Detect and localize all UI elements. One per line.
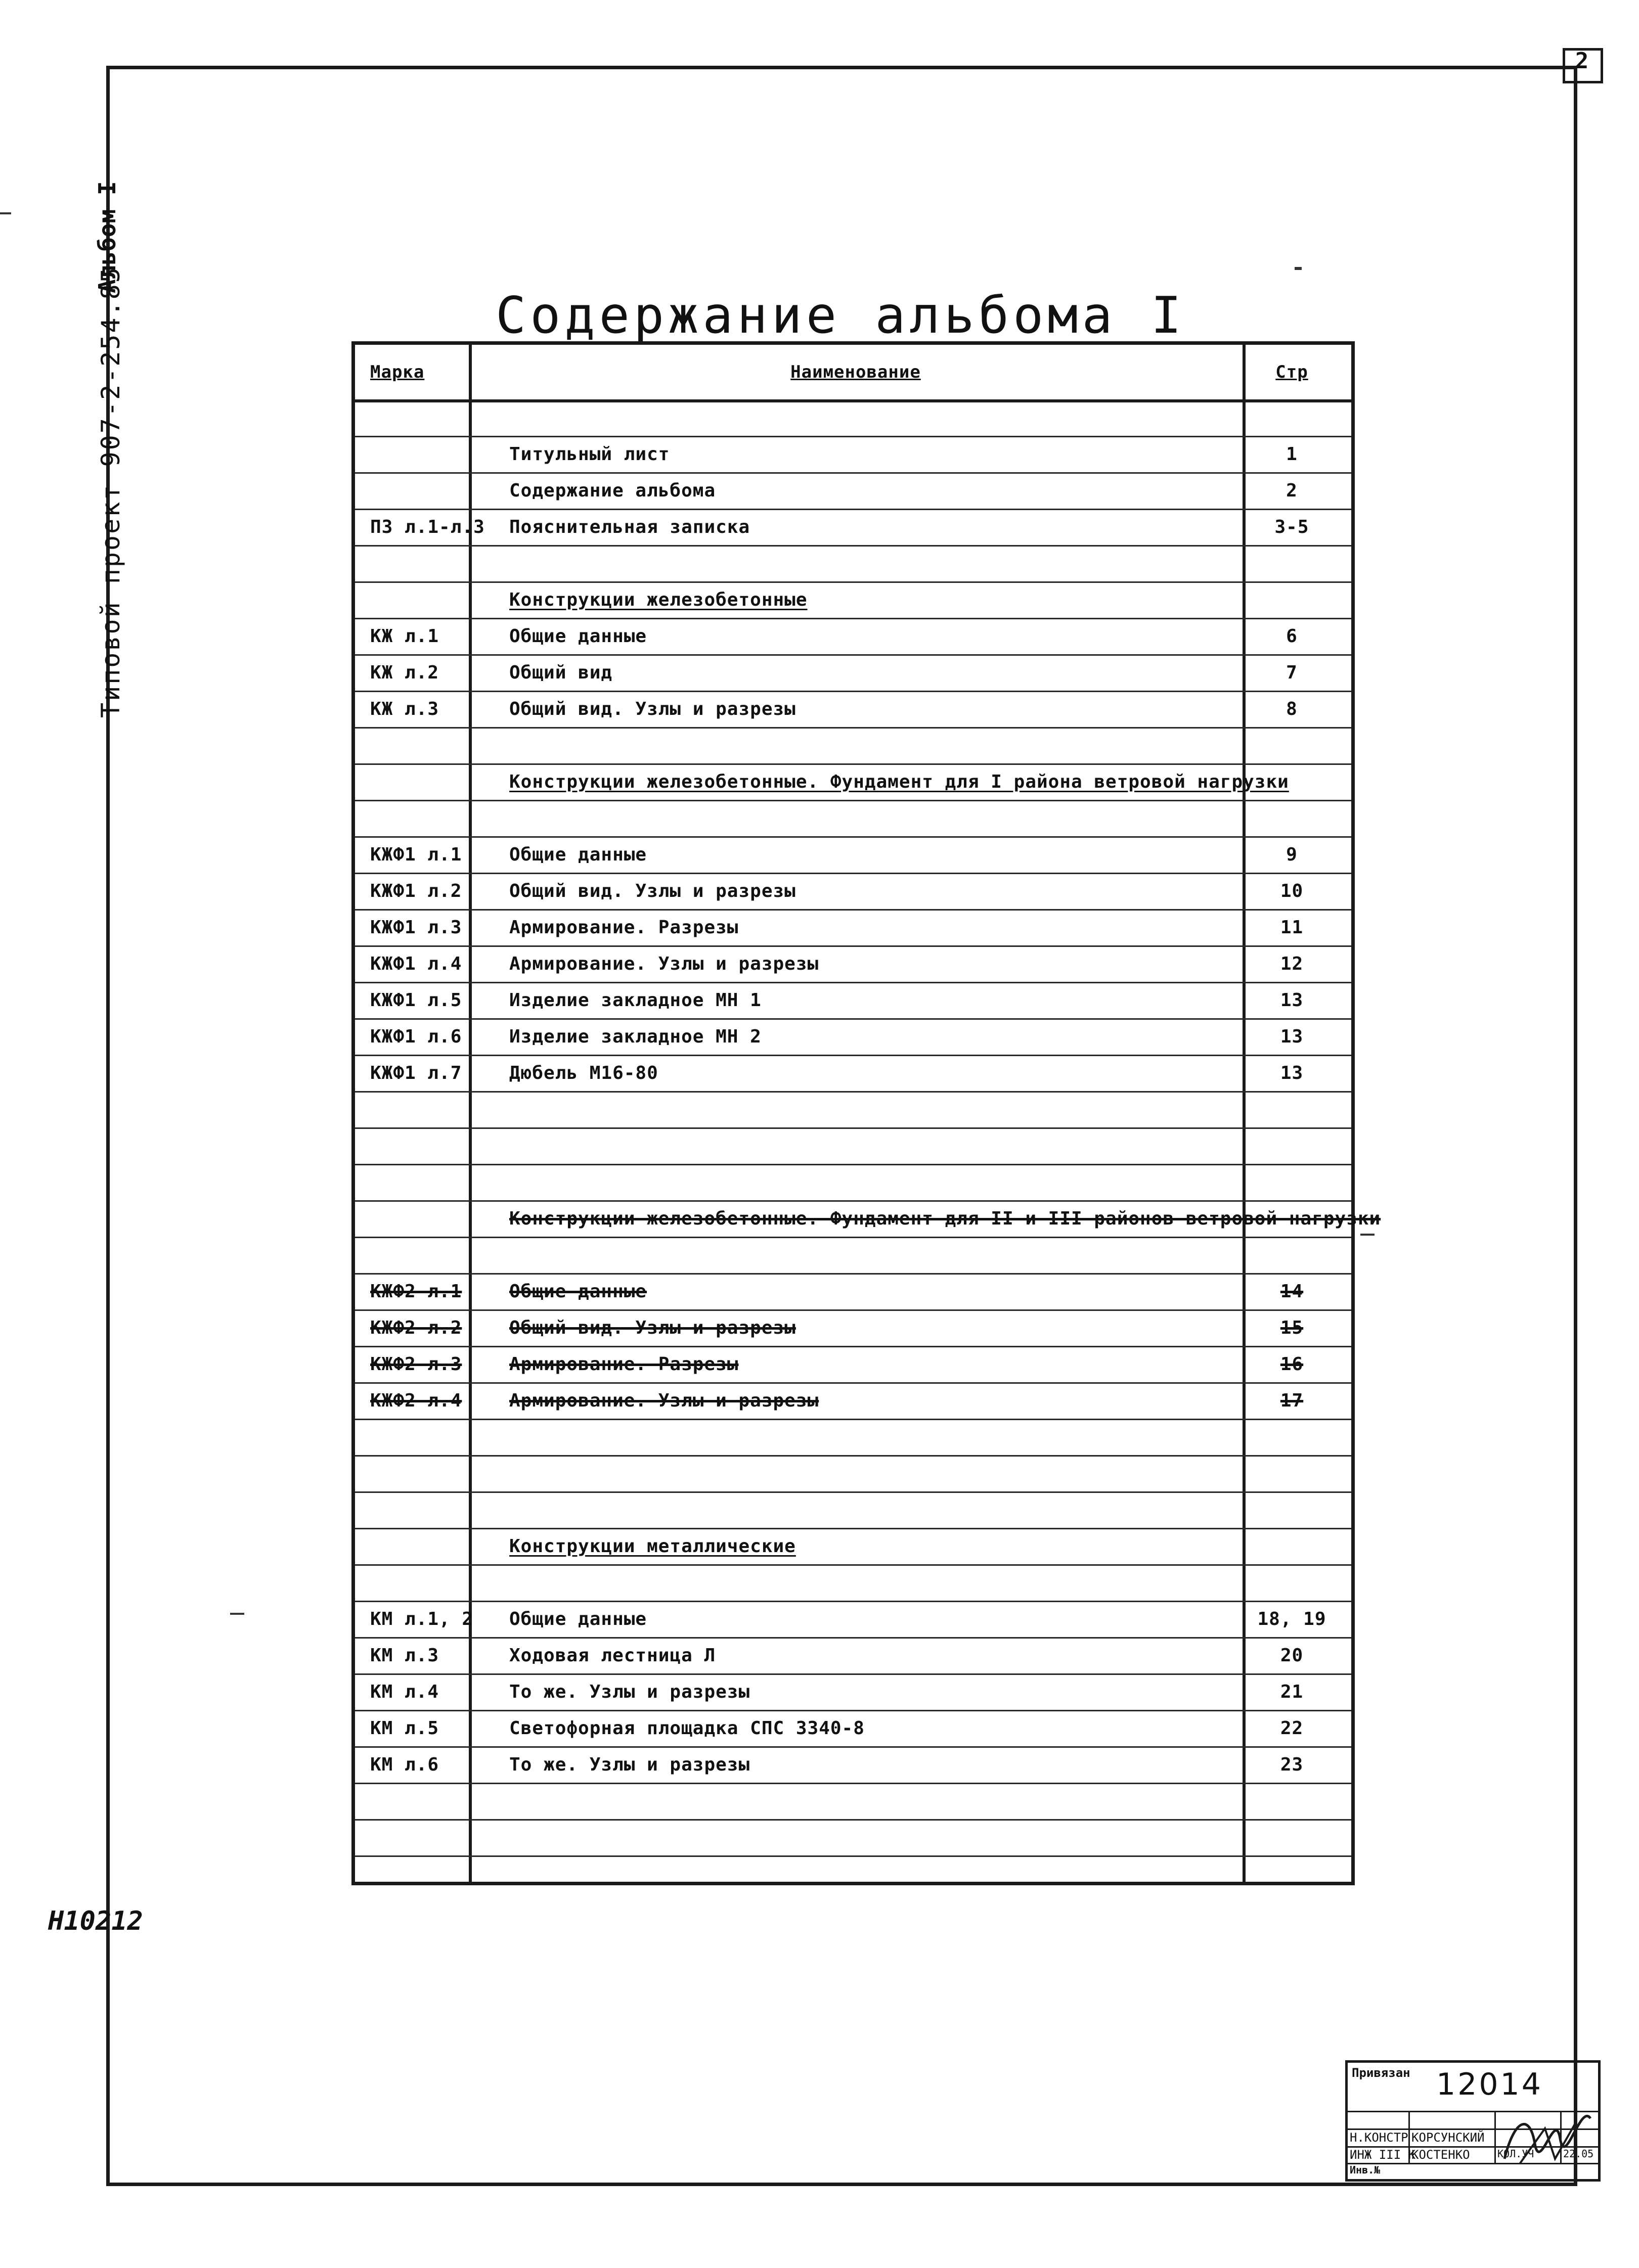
row-mark: КЖ л.2 xyxy=(370,662,439,683)
row-name: Армирование. Разрезы xyxy=(509,1353,739,1375)
row-mark: КМ л.5 xyxy=(370,1717,439,1739)
empty-row xyxy=(355,1564,1351,1602)
empty-row xyxy=(355,1491,1351,1529)
row-mark: КЖФ2 л.1 xyxy=(370,1281,462,1302)
scan-mark xyxy=(1360,1234,1375,1236)
row-name: Общий вид xyxy=(509,662,613,683)
row-page xyxy=(1245,727,1339,763)
row-name xyxy=(476,800,1268,836)
stamp-inventory-label: Инв.№ xyxy=(1350,2164,1381,2176)
row-page: 13 xyxy=(1280,1062,1304,1083)
contents-table xyxy=(351,341,1381,1885)
header-page: Стр xyxy=(1275,362,1308,382)
row-name xyxy=(476,1164,1268,1200)
row-name: Пояснительная записка xyxy=(509,516,750,537)
row-name: Титульный лист xyxy=(509,443,670,465)
row-page: 15 xyxy=(1280,1317,1304,1338)
row-mark xyxy=(360,1783,474,1819)
row-name xyxy=(476,1237,1268,1273)
row-name: Ходовая лестница Л xyxy=(509,1645,716,1666)
row-mark xyxy=(360,1491,474,1528)
page-number: 2 xyxy=(1575,48,1589,74)
row-mark xyxy=(360,800,474,836)
empty-row xyxy=(355,727,1351,765)
stamp-role: ИНЖ III К xyxy=(1350,2148,1416,2162)
empty-row xyxy=(355,545,1351,583)
row-page: 22 xyxy=(1280,1717,1304,1739)
row-mark: КЖФ1 л.4 xyxy=(370,953,462,974)
row-name xyxy=(476,1819,1268,1855)
row-page: 7 xyxy=(1286,662,1298,683)
row-mark: КЖФ1 л.5 xyxy=(370,989,462,1011)
table-row xyxy=(355,873,1351,911)
stamp-role: Н.КОНСТР xyxy=(1350,2130,1408,2145)
table-row xyxy=(355,909,1351,947)
row-page xyxy=(1245,545,1339,581)
table-row xyxy=(355,1746,1351,1784)
table-row xyxy=(355,982,1351,1020)
row-mark: КЖФ1 л.7 xyxy=(370,1062,462,1083)
row-mark: КМ л.1, 2 xyxy=(370,1608,474,1629)
row-mark: КМ л.4 xyxy=(370,1681,439,1702)
stamp-person: КОРСУНСКИЙ xyxy=(1411,2130,1485,2145)
stamp-note: КОЛ.УЧ xyxy=(1497,2148,1534,2160)
row-name: Светофорная площадка СПС 3340-8 xyxy=(509,1717,865,1739)
empty-row xyxy=(355,1455,1351,1493)
row-page: 6 xyxy=(1286,625,1298,647)
row-name: То же. Узлы и разрезы xyxy=(509,1681,750,1702)
row-page: 20 xyxy=(1280,1645,1304,1666)
row-name xyxy=(476,1455,1268,1491)
empty-row xyxy=(355,1164,1351,1202)
row-page xyxy=(1245,1091,1339,1127)
row-mark xyxy=(360,1127,474,1164)
empty-row xyxy=(355,1819,1351,1857)
row-mark xyxy=(360,727,474,763)
row-page xyxy=(1245,1419,1339,1455)
row-page: 2 xyxy=(1286,480,1298,501)
row-name xyxy=(476,545,1268,581)
row-page xyxy=(1245,800,1339,836)
row-name: Изделие закладное МН 2 xyxy=(509,1026,762,1047)
album-label: Альбом I xyxy=(94,181,121,293)
row-page: 1 xyxy=(1286,443,1298,465)
row-name: Конструкции металлические xyxy=(509,1535,796,1557)
row-name: Общий вид. Узлы и разрезы xyxy=(509,880,796,901)
row-mark xyxy=(360,1528,474,1564)
table-row xyxy=(355,1637,1351,1675)
section-row xyxy=(355,581,1351,619)
title-block-stamp xyxy=(1345,2060,1601,2182)
row-page xyxy=(1245,1783,1339,1819)
table-row xyxy=(355,691,1351,729)
row-mark xyxy=(360,581,474,618)
row-mark: ПЗ л.1-л.3 xyxy=(370,516,485,537)
row-name xyxy=(476,1091,1268,1127)
row-name: Изделие закладное МН 1 xyxy=(509,989,762,1011)
table-row xyxy=(355,472,1351,510)
row-name: Общие данные xyxy=(509,1608,647,1629)
scan-mark xyxy=(0,212,11,214)
row-name xyxy=(476,1564,1268,1601)
stamp-rule xyxy=(1494,2111,1496,2164)
row-page xyxy=(1245,1164,1339,1200)
row-name: Армирование. Разрезы xyxy=(509,917,739,938)
row-page: 11 xyxy=(1280,917,1304,938)
table-row xyxy=(355,1382,1351,1420)
row-page: 12 xyxy=(1280,953,1304,974)
row-page xyxy=(1245,1200,1339,1237)
row-page: 10 xyxy=(1280,880,1304,901)
document-title: Содержание альбома I xyxy=(496,286,1186,345)
stamp-label: Привязан xyxy=(1352,2066,1410,2080)
row-page xyxy=(1245,1455,1339,1491)
section-row xyxy=(355,1200,1381,1238)
row-page: 13 xyxy=(1280,989,1304,1011)
row-mark xyxy=(360,1164,474,1200)
row-mark xyxy=(360,399,474,436)
row-page: 16 xyxy=(1280,1353,1304,1375)
row-mark xyxy=(360,1200,474,1237)
table-row xyxy=(355,1673,1351,1711)
row-mark xyxy=(360,545,474,581)
row-mark: КМ л.6 xyxy=(370,1754,439,1775)
table-row xyxy=(355,1710,1351,1748)
row-mark: КЖФ2 л.3 xyxy=(370,1353,462,1375)
empty-row xyxy=(355,1091,1351,1129)
row-mark: КЖФ1 л.3 xyxy=(370,917,462,938)
row-name xyxy=(476,399,1268,436)
section-row xyxy=(355,1528,1351,1566)
row-mark xyxy=(360,1455,474,1491)
row-name xyxy=(476,1127,1268,1164)
table-row xyxy=(355,1346,1351,1384)
scan-mark xyxy=(230,1613,244,1615)
row-page: 8 xyxy=(1286,698,1298,719)
table-row xyxy=(355,654,1351,692)
row-page xyxy=(1245,1491,1339,1528)
table-row xyxy=(355,1273,1351,1311)
row-name xyxy=(476,1419,1268,1455)
row-name: Общие данные xyxy=(509,625,647,647)
row-mark xyxy=(360,1091,474,1127)
header-mark: Марка xyxy=(370,362,425,382)
stamp-number: 12014 xyxy=(1436,2067,1543,2102)
inventory-number: Н10212 xyxy=(48,1906,143,1936)
row-name: Конструкции железобетонные xyxy=(509,589,808,610)
row-page xyxy=(1245,1819,1339,1855)
row-name: Конструкции железобетонные. Фундамент для II и III районов ветровой нагрузки xyxy=(509,1208,1381,1229)
row-page xyxy=(1245,1528,1339,1564)
row-mark xyxy=(360,1237,474,1273)
table-row xyxy=(355,1018,1351,1056)
row-name xyxy=(476,1783,1268,1819)
row-page xyxy=(1245,1564,1339,1601)
row-page: 13 xyxy=(1280,1026,1304,1047)
row-page: 23 xyxy=(1280,1754,1304,1775)
row-page: 21 xyxy=(1280,1681,1304,1702)
row-name xyxy=(476,727,1268,763)
table-row xyxy=(355,1309,1351,1347)
empty-row xyxy=(355,1237,1351,1275)
row-page: 17 xyxy=(1280,1390,1304,1411)
row-page xyxy=(1245,399,1339,436)
row-name: То же. Узлы и разрезы xyxy=(509,1754,750,1775)
row-name: Общие данные xyxy=(509,844,647,865)
row-name: Дюбель М16-80 xyxy=(509,1062,658,1083)
table-row xyxy=(355,509,1351,547)
row-name: Содержание альбома xyxy=(509,480,716,501)
header-name: Наименование xyxy=(790,362,921,382)
table-row xyxy=(355,618,1351,656)
row-name xyxy=(476,1491,1268,1528)
signature-mark xyxy=(1499,2098,1596,2174)
row-page: 3-5 xyxy=(1274,516,1309,537)
row-mark: КЖФ1 л.6 xyxy=(370,1026,462,1047)
row-name: Общий вид. Узлы и разрезы xyxy=(509,1317,796,1338)
scan-mark xyxy=(1295,267,1302,270)
row-page xyxy=(1245,763,1339,800)
row-mark xyxy=(360,436,474,472)
row-name: Общие данные xyxy=(509,1281,647,1302)
row-mark: КЖ л.3 xyxy=(370,698,439,719)
row-mark: КЖ л.1 xyxy=(370,625,439,647)
row-mark xyxy=(360,472,474,509)
row-page: 14 xyxy=(1280,1281,1304,1302)
section-row xyxy=(355,763,1351,801)
table-header xyxy=(355,345,1351,402)
row-mark xyxy=(360,1564,474,1601)
stamp-date: 22.05 xyxy=(1563,2148,1594,2160)
row-mark: КЖФ2 л.4 xyxy=(370,1390,462,1411)
empty-row xyxy=(355,1127,1351,1165)
row-mark xyxy=(360,763,474,800)
row-name: Армирование. Узлы и разрезы xyxy=(509,1390,819,1411)
table-row xyxy=(355,1601,1351,1639)
row-page: 18, 19 xyxy=(1257,1608,1326,1629)
row-mark: КЖФ1 л.2 xyxy=(370,880,462,901)
table-row xyxy=(355,836,1351,874)
row-page: 9 xyxy=(1286,844,1298,865)
row-page xyxy=(1245,1127,1339,1164)
empty-row xyxy=(355,1783,1351,1821)
row-mark xyxy=(360,1819,474,1855)
row-mark xyxy=(360,1419,474,1455)
row-mark: КЖФ2 л.2 xyxy=(370,1317,462,1338)
row-page xyxy=(1245,1237,1339,1273)
row-name: Конструкции железобетонные. Фундамент для I района ветровой нагрузки xyxy=(509,771,1289,792)
empty-row xyxy=(355,399,1351,437)
empty-row xyxy=(355,800,1351,838)
table-row xyxy=(355,945,1351,983)
project-side-label: Типовой проект 907-2-254.85 xyxy=(96,266,125,718)
row-name: Общий вид. Узлы и разрезы xyxy=(509,698,796,719)
table-row xyxy=(355,436,1351,474)
row-name: Армирование. Узлы и разрезы xyxy=(509,953,819,974)
row-page xyxy=(1245,581,1339,618)
table-row xyxy=(355,1055,1351,1093)
row-mark: КМ л.3 xyxy=(370,1645,439,1666)
row-mark: КЖФ1 л.1 xyxy=(370,844,462,865)
stamp-person: КОСТЕНКО xyxy=(1411,2148,1470,2162)
empty-row xyxy=(355,1419,1351,1457)
